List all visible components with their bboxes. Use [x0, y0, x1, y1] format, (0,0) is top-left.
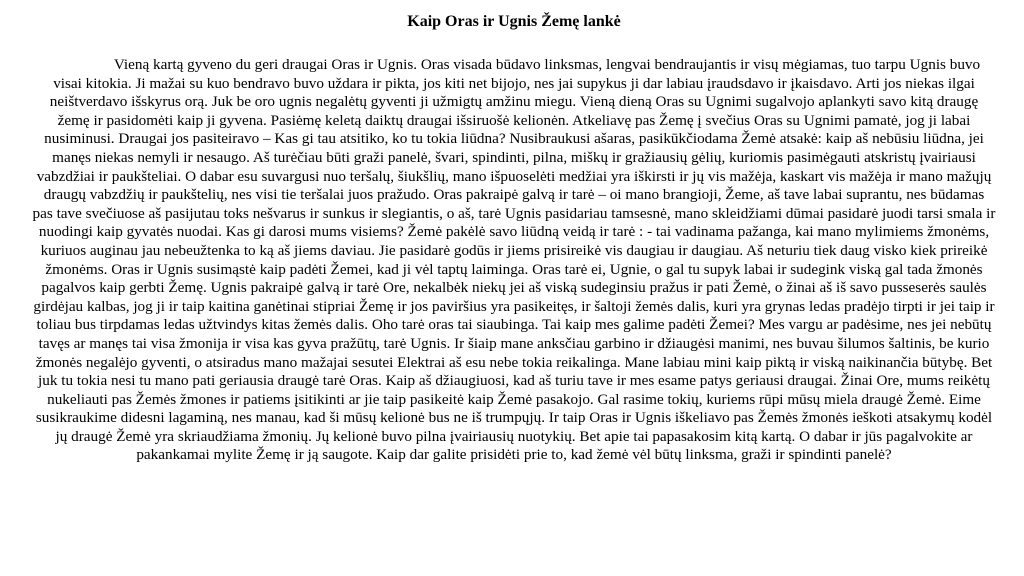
story-title: Kaip Oras ir Ugnis Žemę lankė: [407, 13, 621, 30]
story-body-paragraph: Vieną kartą gyveno du geri draugai Oras ir Ugnis. Oras visada būdavo linksmas, lengvai bendraujantis ir visų mėgiamas, tuo tarpu Ugnis buvo visai kitokia. Ji mažai su kuo bendravo buvo uždara ir pikta, jos kiti net bijojo, nes jai supykus ji dar labiau įraudsdavo ir įkaisdavo. Arti jos niekas ilgai neištverdavo išskyrus orą. Juk be oro ugnis negalėtų gyventi ji užmigtų amžinu miegu. Vieną dieną Oras su Ugnimi sugalvojo aplankyti savo kitą draugę žemę ir pasidomėti kaip ji gyvena. Pasiėmę keletą daiktų draugai išsiruošė kelionėn. Atkeliavę pas Žemę į svečius Oras su Ugnimi pamatė, jog ji labai nusiminusi. Draugai jos pasiteiravo – Kas gi tau atsitiko, ko tu tokia liūdna? Nusibraukusi ašaras, pasikūkčiodama Žemė atsakė: kaip aš nebūsiu liūdna, jei manęs niekas nemyli ir nesaugo. Aš turėčiau būti graži panelė, švari, spindinti, pilna, miškų ir gražiausių gėlių, kuriomis pasimėgauti atskristų įvairiausi vabzdžiai ir paukšteliai. O dabar esu suvargusi nuo teršalų, šiukšlių, mano išpuoselėti medžiai yra iškirsti ir jų vis mažėja, kaskart vis mažėja ir mano mažųjų draugų vabzdžių ir paukštelių, nes visi tie teršalai juos pražudo. Oras pakraipė galvą ir tarė – oi mano brangioji, Žeme, aš tave labai suprantu, nes būdamas pas tave svečiuose aš pasijutau toks nešvarus ir sunkus ir slegiantis, o aš, tarė Ugnis pasidariau tamsesnė, mano skleidžiami dūmai pasidarė juodi tarsi smala ir nuodingi kaip gyvatės nuodai. Kas gi darosi mums visiems? Žemė pakėlė savo liūdną veidą ir tarė : - tai vadinama pažanga, kai mano mylimiems žmonėms, kuriuos auginau jau nebeužtenka to ką aš jiems daviau. Jie pasidarė godūs ir jiems prisireikė vis daugiau ir daugiau. Aš neturiu tiek daug visko kiek prireikė žmonėms. Oras ir Ugnis susimąstė kaip padėti Žemei, kad ji vėl taptų laiminga. Oras tarė ei, Ugnie, o gal tu supyk labai ir sudegink viską gal tada žmonės pagalvos kaip gerbti Žemę. Ugnis pakraipė galvą ir tarė Ore, nekalbėk niekų jei aš viską sudeginsiu pražus ir pati Žemė, o žinai aš iš savo pusseserės saulės girdėjau kalbas, jog ji ir taip kaitina ganėtinai stipriai Žemę ir jos paviršius yra pasikeitęs, ir šaltoji žemės dalis, kuri yra grynas ledas pradėjo tirpti ir jei taip ir toliau bus tirpdamas ledas užtvindys kitas žemės dalis. Oho tarė oras tai siaubinga. Tai kaip mes galime padėti Žemei? Mes vargu ar padėsime, nes jei nebūtų tavęs ar manęs tai visa žmonija ir visa kas gyva pražūtų, tarė Ugnis. Ir šiaip mane anksčiau garbino ir džiaugėsi manimi, nes buvau šilumos šaltinis, be kurio žmonės negalėjo gyventi, o atsiradus mano mažajai sesutei Elektrai aš esu nebe tokia reikalinga. Mane labiau mini kaip piktą ir viską naikinančia būtybę. Bet juk tu tokia nesi tu mano pati geriausia draugė tarė Oras. Kaip aš džiaugiuosi, kad aš turiu tave ir mes esame patys geriausi draugai. Žinai Ore, mums reikėtų nukeliauti pas Žemės žmones ir patiems įsitikinti ar jie taip pasikeitė kaip Žemė pasakojo. Gal rasime tokių, kuriems rūpi mūsų miela draugė Žemė. Eime susikraukime didesni lagaminą, nes manau, kad ši mūsų kelionė bus ne iš trumpųjų. Ir taip Oras ir Ugnis iškeliavo pas Žemės žmonės ieškoti atsakymų kodėl jų draugė Žemė yra skriaudžiama žmonių. Jų kelionė buvo pilna įvairiausių nuotykių. Bet apie tai papasakosim kitą kartą. O dabar ir jūs pagalvokite ar pakankamai mylite Žemę ir ją saugote. Kaip dar galite prisidėti prie to, kad žemė vėl būtų linksma, graži ir spindinti panelė?: [32, 56, 996, 464]
